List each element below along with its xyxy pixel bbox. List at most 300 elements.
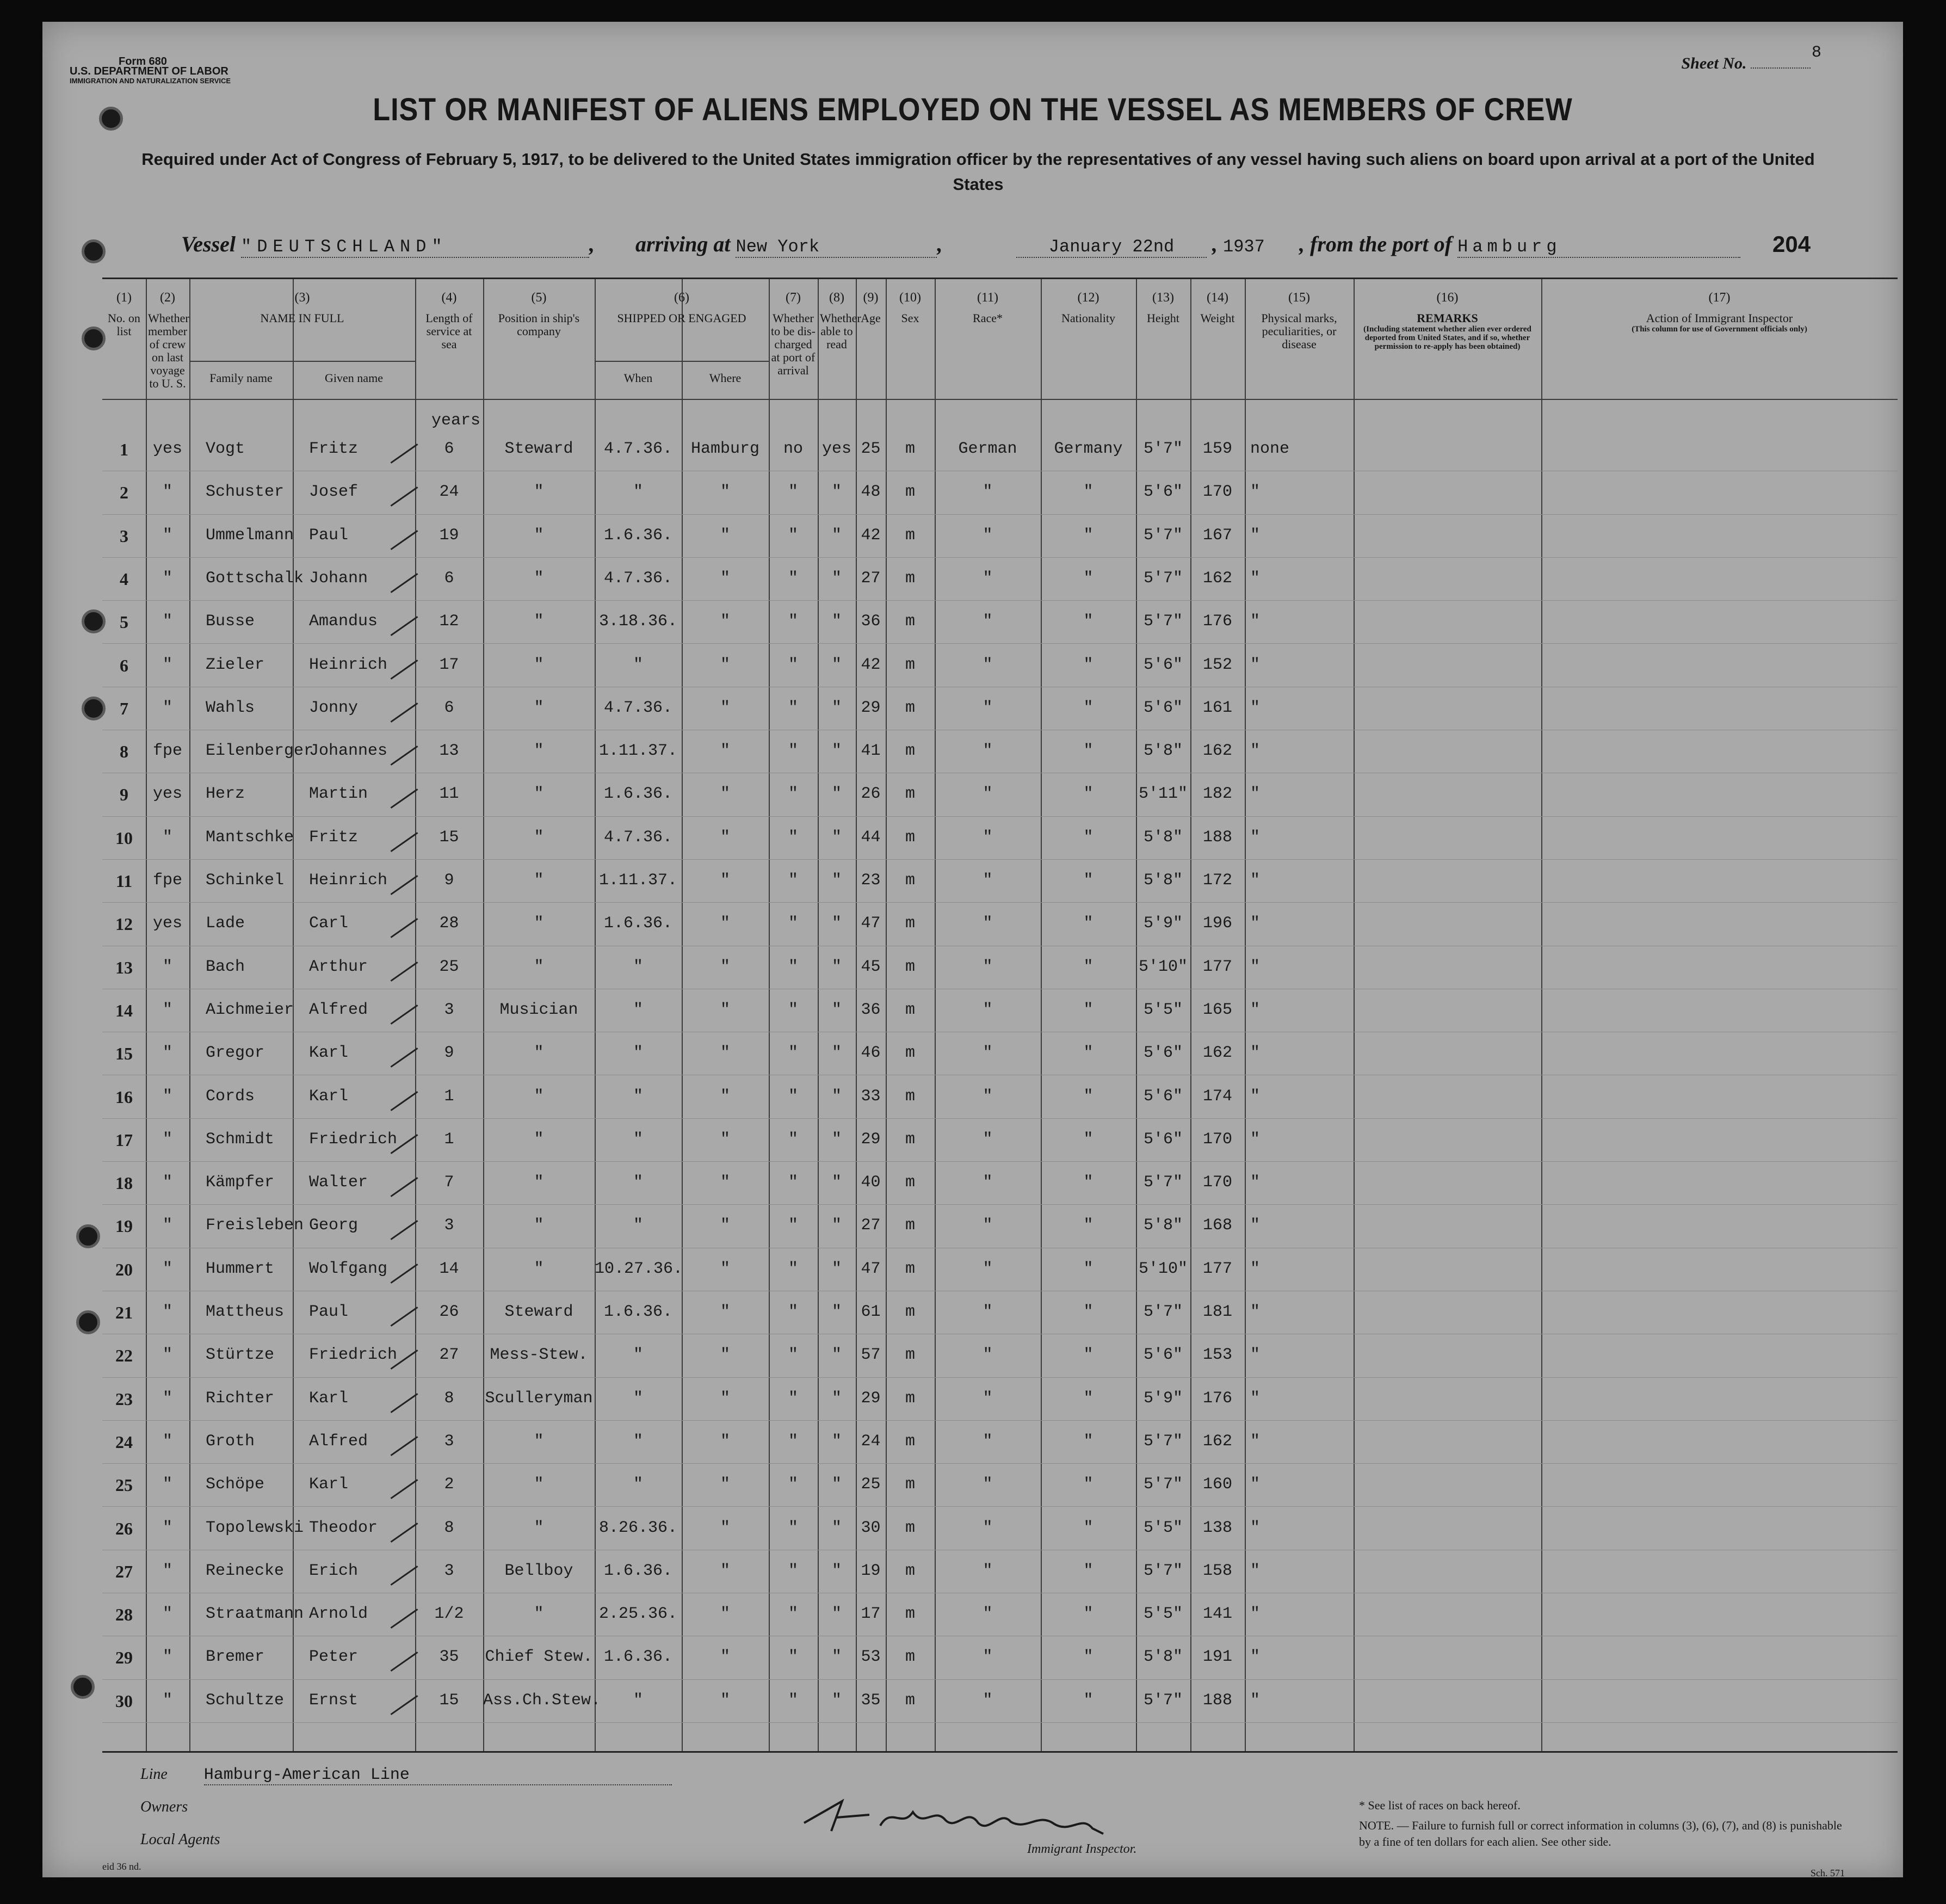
service-length-cell: 15 bbox=[439, 828, 459, 847]
family-name-cell: Cords bbox=[206, 1087, 255, 1106]
page-subtitle: Required under Act of Congress of February 5, 1917, to be delivered to the United States immigration officer by the representatives of any vessel having such aliens on board upon arrival at a port of the United States bbox=[141, 150, 1815, 194]
able-to-read-cell: " bbox=[831, 526, 842, 545]
family-name-cell: Schmidt bbox=[206, 1130, 275, 1149]
given-name-cell: Josef bbox=[309, 483, 359, 502]
height-cell: 5'6" bbox=[1143, 1087, 1183, 1106]
check-mark bbox=[391, 1177, 418, 1197]
inspector-signature bbox=[799, 1790, 1179, 1839]
engaged-when-cell: 1.6.36. bbox=[603, 785, 673, 804]
nationality-cell: " bbox=[1083, 1173, 1094, 1192]
column-label: Nationality bbox=[1061, 311, 1115, 325]
row-rule bbox=[102, 1204, 1898, 1205]
column-label: Age bbox=[861, 311, 881, 325]
discharged-cell: " bbox=[788, 1346, 798, 1365]
table-row bbox=[102, 515, 1898, 558]
nationality-cell: " bbox=[1083, 655, 1094, 674]
row-number: 25 bbox=[115, 1475, 133, 1495]
engaged-when-cell: 1.6.36. bbox=[603, 1648, 673, 1667]
departure-port: Hamburg bbox=[1457, 237, 1740, 258]
age-cell: 61 bbox=[861, 1303, 881, 1321]
table-row bbox=[102, 1033, 1898, 1075]
sheet-number-line bbox=[1751, 67, 1811, 69]
engaged-where-cell: " bbox=[720, 871, 730, 890]
table-row bbox=[102, 472, 1898, 514]
punch-hole bbox=[76, 1310, 100, 1334]
height-cell: 5'7" bbox=[1143, 440, 1183, 458]
given-name-cell: Ernst bbox=[309, 1691, 359, 1710]
engaged-when-cell: 1.11.37. bbox=[598, 742, 678, 761]
column-label: Position in ship's company bbox=[498, 311, 580, 338]
given-name-cell: Karl bbox=[309, 1087, 349, 1106]
engaged-where-cell: " bbox=[720, 1475, 730, 1494]
position-cell: Musician bbox=[499, 1000, 578, 1019]
family-name-cell: Schultze bbox=[206, 1691, 285, 1710]
height-cell: 5'5" bbox=[1143, 1605, 1183, 1624]
discharged-cell: " bbox=[788, 1000, 798, 1019]
column-label: Height bbox=[1147, 311, 1179, 325]
height-cell: 5'8" bbox=[1143, 742, 1183, 761]
row-number: 5 bbox=[120, 612, 128, 632]
discharged-cell: no bbox=[783, 440, 803, 458]
sex-cell: m bbox=[905, 1432, 915, 1451]
last-voyage-cell: " bbox=[162, 569, 172, 588]
weight-cell: 167 bbox=[1202, 526, 1232, 545]
row-number: 4 bbox=[120, 569, 128, 589]
position-cell: " bbox=[534, 1605, 544, 1624]
arrival-line: arriving at New York , bbox=[635, 232, 943, 257]
column-header bbox=[102, 279, 146, 338]
line-value: Hamburg-American Line bbox=[204, 1766, 672, 1785]
age-cell: 26 bbox=[861, 785, 881, 804]
row-number: 29 bbox=[115, 1648, 133, 1668]
height-cell: 5'8" bbox=[1143, 1648, 1183, 1667]
engaged-where-cell: " bbox=[720, 1389, 730, 1408]
engaged-when-cell: " bbox=[633, 1691, 643, 1710]
given-name-cell: Alfred bbox=[309, 1000, 368, 1019]
race-cell: " bbox=[983, 742, 993, 761]
form-identifier bbox=[70, 57, 231, 86]
race-cell: " bbox=[983, 828, 993, 847]
table-row bbox=[102, 990, 1898, 1032]
check-mark bbox=[391, 1695, 418, 1715]
sex-cell: m bbox=[905, 742, 915, 761]
race-cell: " bbox=[983, 655, 993, 674]
row-number: 6 bbox=[120, 655, 128, 675]
sheet-label-text: Sheet No. bbox=[1681, 54, 1747, 72]
position-cell: " bbox=[534, 1518, 544, 1537]
sex-cell: m bbox=[905, 1691, 915, 1710]
row-rule bbox=[102, 1377, 1898, 1378]
column-header bbox=[1354, 279, 1541, 351]
last-voyage-cell: " bbox=[162, 1173, 172, 1192]
nationality-cell: " bbox=[1083, 1605, 1094, 1624]
service-length-cell: 3 bbox=[444, 1000, 454, 1019]
family-name-cell: Gregor bbox=[206, 1044, 265, 1063]
position-cell: " bbox=[534, 957, 544, 976]
nationality-cell: " bbox=[1083, 1044, 1094, 1063]
race-cell: German bbox=[958, 440, 1017, 458]
engaged-when-cell: " bbox=[633, 957, 643, 976]
position-cell: " bbox=[534, 526, 544, 545]
table-row bbox=[102, 558, 1898, 601]
agents-label: Local Agents bbox=[140, 1831, 220, 1848]
weight-cell: 174 bbox=[1202, 1087, 1232, 1106]
position-cell: " bbox=[534, 483, 544, 502]
age-cell: 33 bbox=[861, 1087, 881, 1106]
physical-marks-cell: " bbox=[1250, 1605, 1261, 1624]
engaged-where-cell: " bbox=[720, 1259, 730, 1278]
check-mark bbox=[391, 530, 418, 550]
arrival-date: January 22nd bbox=[1016, 237, 1207, 258]
column-header bbox=[1041, 279, 1136, 325]
table-row bbox=[102, 1680, 1898, 1723]
race-cell: " bbox=[983, 1648, 993, 1667]
age-cell: 36 bbox=[861, 1000, 881, 1019]
table-row bbox=[102, 860, 1898, 903]
weight-cell: 165 bbox=[1202, 1000, 1232, 1019]
page-title: LIST OR MANIFEST OF ALIENS EMPLOYED ON THE VESSEL AS MEMBERS OF CREW bbox=[373, 92, 1573, 127]
column-header bbox=[595, 279, 769, 325]
sex-cell: m bbox=[905, 1648, 915, 1667]
weight-cell: 168 bbox=[1202, 1216, 1232, 1235]
height-cell: 5'6" bbox=[1143, 1346, 1183, 1365]
height-cell: 5'7" bbox=[1143, 1173, 1183, 1192]
weight-cell: 153 bbox=[1202, 1346, 1232, 1365]
engaged-when-cell: 10.27.36. bbox=[595, 1259, 683, 1278]
service-length-cell: 9 bbox=[444, 1044, 454, 1063]
sex-cell: m bbox=[905, 828, 915, 847]
service-length-cell: 8 bbox=[444, 1518, 454, 1537]
able-to-read-cell: " bbox=[831, 1648, 842, 1667]
able-to-read-cell: " bbox=[831, 1130, 842, 1149]
arrival-port: New York bbox=[736, 237, 937, 258]
column-number: (17) bbox=[1708, 291, 1731, 305]
column-header bbox=[769, 279, 818, 377]
height-cell: 5'7" bbox=[1143, 1303, 1183, 1321]
family-name-cell: Eilenberger bbox=[206, 742, 314, 761]
physical-marks-cell: " bbox=[1250, 785, 1261, 804]
given-name-cell: Friedrich bbox=[309, 1346, 398, 1365]
discharged-cell: " bbox=[788, 1432, 798, 1451]
race-cell: " bbox=[983, 914, 993, 933]
column-number: (8) bbox=[829, 291, 844, 305]
schedule-code: Sch. 571 bbox=[1811, 1868, 1845, 1877]
sex-cell: m bbox=[905, 1000, 915, 1019]
column-header bbox=[483, 279, 595, 338]
sex-cell: m bbox=[905, 1216, 915, 1235]
nationality-cell: " bbox=[1083, 1648, 1094, 1667]
given-name-cell: Heinrich bbox=[309, 655, 388, 674]
column-header bbox=[886, 279, 935, 325]
height-cell: 5'9" bbox=[1143, 914, 1183, 933]
race-cell: " bbox=[983, 957, 993, 976]
family-name-cell: Bach bbox=[206, 957, 245, 976]
nationality-cell: " bbox=[1083, 1303, 1094, 1321]
position-cell: " bbox=[534, 1173, 544, 1192]
table-row bbox=[102, 601, 1898, 644]
able-to-read-cell: " bbox=[831, 698, 842, 717]
family-name-cell: Vogt bbox=[206, 440, 245, 458]
table-row bbox=[102, 1076, 1898, 1119]
age-cell: 19 bbox=[861, 1561, 881, 1580]
service-length-cell: 3 bbox=[444, 1432, 454, 1451]
nationality-cell: " bbox=[1083, 1346, 1094, 1365]
physical-marks-cell: " bbox=[1250, 1432, 1261, 1451]
physical-marks-cell: " bbox=[1250, 1130, 1261, 1149]
column-label: Length of service at sea bbox=[425, 311, 473, 351]
discharged-cell: " bbox=[788, 655, 798, 674]
row-rule bbox=[102, 1463, 1898, 1464]
given-name-cell: Karl bbox=[309, 1389, 349, 1408]
position-cell: " bbox=[534, 655, 544, 674]
given-name-cell: Peter bbox=[309, 1648, 359, 1667]
last-voyage-cell: " bbox=[162, 1259, 172, 1278]
family-name-cell: Stürtze bbox=[206, 1346, 275, 1365]
physical-marks-cell: " bbox=[1250, 1648, 1261, 1667]
sex-cell: m bbox=[905, 1259, 915, 1278]
race-cell: " bbox=[983, 1259, 993, 1278]
engaged-where-cell: " bbox=[720, 1432, 730, 1451]
engaged-where-cell: " bbox=[720, 1044, 730, 1063]
column-header bbox=[1541, 279, 1898, 334]
able-to-read-cell: " bbox=[831, 1346, 842, 1365]
service-length-cell: 12 bbox=[439, 612, 459, 631]
subheader-divider bbox=[189, 361, 415, 362]
given-name-cell: Heinrich bbox=[309, 871, 388, 890]
column-label: No. on list bbox=[108, 311, 140, 338]
family-name-cell: Kämpfer bbox=[206, 1173, 275, 1192]
last-voyage-cell: " bbox=[162, 1432, 172, 1451]
discharged-cell: " bbox=[788, 612, 798, 631]
row-number: 18 bbox=[115, 1173, 133, 1193]
service-length-cell: 17 bbox=[439, 655, 459, 674]
table-row bbox=[102, 1335, 1898, 1377]
engaged-where-cell: " bbox=[720, 914, 730, 933]
age-cell: 30 bbox=[861, 1518, 881, 1537]
able-to-read-cell: " bbox=[831, 1173, 842, 1192]
row-number: 10 bbox=[115, 828, 133, 848]
discharged-cell: " bbox=[788, 1691, 798, 1710]
engaged-where-cell: " bbox=[720, 742, 730, 761]
able-to-read-cell: " bbox=[831, 1259, 842, 1278]
subheader-divider bbox=[595, 361, 769, 362]
height-cell: 5'8" bbox=[1143, 1216, 1183, 1235]
row-number: 16 bbox=[115, 1087, 133, 1107]
position-cell: Mess-Stew. bbox=[490, 1346, 588, 1365]
race-cell: " bbox=[983, 1044, 993, 1063]
given-name-cell: Walter bbox=[309, 1173, 368, 1192]
punch-hole bbox=[99, 107, 123, 131]
height-cell: 5'6" bbox=[1143, 1130, 1183, 1149]
row-rule bbox=[102, 816, 1898, 817]
nationality-cell: " bbox=[1083, 483, 1094, 502]
family-name-cell: Schinkel bbox=[206, 871, 285, 890]
check-mark bbox=[391, 660, 418, 680]
height-cell: 5'5" bbox=[1143, 1518, 1183, 1537]
weight-cell: 161 bbox=[1202, 698, 1232, 717]
position-cell: Ass.Ch.Stew. bbox=[483, 1691, 601, 1710]
discharged-cell: " bbox=[788, 1648, 798, 1667]
last-voyage-cell: yes bbox=[152, 785, 182, 804]
height-cell: 5'8" bbox=[1143, 871, 1183, 890]
age-cell: 29 bbox=[861, 1130, 881, 1149]
engaged-when-cell: " bbox=[633, 1475, 643, 1494]
race-cell: " bbox=[983, 1475, 993, 1494]
race-cell: " bbox=[983, 1346, 993, 1365]
engaged-where-cell: " bbox=[720, 526, 730, 545]
family-name-cell: Ummelmann bbox=[206, 526, 294, 545]
table-row bbox=[102, 1249, 1898, 1291]
sex-cell: m bbox=[905, 785, 915, 804]
sex-cell: m bbox=[905, 569, 915, 588]
sex-cell: m bbox=[905, 1389, 915, 1408]
engaged-when-cell: " bbox=[633, 1000, 643, 1019]
column-number: (6) bbox=[674, 291, 689, 305]
age-cell: 17 bbox=[861, 1605, 881, 1624]
departure-line bbox=[1299, 231, 1740, 264]
row-number: 8 bbox=[120, 742, 128, 762]
row-number: 11 bbox=[115, 871, 133, 891]
physical-marks-cell: " bbox=[1250, 1518, 1261, 1537]
discharged-cell: " bbox=[788, 1303, 798, 1321]
row-number: 2 bbox=[120, 483, 128, 503]
row-number: 14 bbox=[115, 1000, 133, 1020]
arrival-year: 1937 bbox=[1223, 237, 1265, 257]
check-mark bbox=[391, 1523, 418, 1543]
service-length-cell: 6 bbox=[444, 440, 454, 458]
engaged-when-cell: " bbox=[633, 483, 643, 502]
row-rule bbox=[102, 557, 1898, 558]
family-name-cell: Herz bbox=[206, 785, 245, 804]
column-note: (Including statement whether alien ever ordered deported from United States, and if so, whether permission to re-apply has been obtained) bbox=[1363, 325, 1531, 351]
race-cell: " bbox=[983, 1000, 993, 1019]
engaged-where-cell: " bbox=[720, 957, 730, 976]
years-unit-note: years bbox=[431, 411, 481, 430]
family-name-cell: Hummert bbox=[206, 1259, 275, 1278]
nationality-cell: " bbox=[1083, 1087, 1094, 1106]
table-row bbox=[102, 1292, 1898, 1334]
last-voyage-cell: " bbox=[162, 957, 172, 976]
row-rule bbox=[102, 1679, 1898, 1680]
row-rule bbox=[102, 902, 1898, 903]
given-name-cell: Friedrich bbox=[309, 1130, 398, 1149]
family-name-cell: Zieler bbox=[206, 655, 265, 674]
last-voyage-cell: yes bbox=[152, 914, 182, 933]
table-row bbox=[102, 688, 1898, 730]
height-cell: 5'5" bbox=[1143, 1000, 1183, 1019]
given-name-cell: Alfred bbox=[309, 1432, 368, 1451]
engaged-where-cell: Hamburg bbox=[690, 440, 760, 458]
service-length-cell: 19 bbox=[439, 526, 459, 545]
physical-marks-cell: " bbox=[1250, 957, 1261, 976]
sex-cell: m bbox=[905, 612, 915, 631]
race-cell: " bbox=[983, 1561, 993, 1580]
discharged-cell: " bbox=[788, 526, 798, 545]
weight-cell: 182 bbox=[1202, 785, 1232, 804]
service-length-cell: 6 bbox=[444, 698, 454, 717]
family-name-cell: Mantschke bbox=[206, 828, 294, 847]
check-mark bbox=[391, 918, 418, 938]
check-mark bbox=[391, 1609, 418, 1629]
punch-hole bbox=[71, 1675, 95, 1699]
discharged-cell: " bbox=[788, 1216, 798, 1235]
given-name-cell: Wolfgang bbox=[309, 1259, 388, 1278]
engaged-when-cell: 1.6.36. bbox=[603, 1561, 673, 1580]
punch-hole bbox=[82, 326, 106, 350]
engaged-when-cell: " bbox=[633, 1346, 643, 1365]
table-row bbox=[102, 645, 1898, 687]
engaged-when-cell: 4.7.36. bbox=[603, 828, 673, 847]
crew-table bbox=[102, 278, 1898, 1753]
able-to-read-cell: " bbox=[831, 957, 842, 976]
row-rule bbox=[102, 643, 1898, 644]
row-rule bbox=[102, 1722, 1898, 1723]
column-label: Weight bbox=[1200, 311, 1235, 325]
discharged-cell: " bbox=[788, 1475, 798, 1494]
service-length-cell: 24 bbox=[439, 483, 459, 502]
column-number: (2) bbox=[160, 291, 175, 305]
weight-cell: 162 bbox=[1202, 1044, 1232, 1063]
given-name-cell: Paul bbox=[309, 526, 349, 545]
nationality-cell: " bbox=[1083, 1432, 1094, 1451]
service-length-cell: 1/2 bbox=[434, 1605, 464, 1624]
vessel-name: "DEUTSCHLAND" bbox=[241, 237, 589, 258]
position-cell: " bbox=[534, 785, 544, 804]
discharged-cell: " bbox=[788, 742, 798, 761]
column-label: REMARKS bbox=[1417, 311, 1478, 325]
weight-cell: 181 bbox=[1202, 1303, 1232, 1321]
physical-marks-cell: " bbox=[1250, 526, 1261, 545]
physical-marks-cell: " bbox=[1250, 1044, 1261, 1063]
physical-marks-cell: " bbox=[1250, 1691, 1261, 1710]
last-voyage-cell: " bbox=[162, 1648, 172, 1667]
header-divider bbox=[102, 399, 1898, 400]
signature-mark bbox=[799, 1790, 1179, 1839]
given-name-cell: Arthur bbox=[309, 957, 368, 976]
check-mark bbox=[391, 1220, 418, 1240]
check-mark bbox=[391, 1393, 418, 1413]
given-name-cell: Jonny bbox=[309, 698, 359, 717]
last-voyage-cell: " bbox=[162, 698, 172, 717]
engaged-when-cell: " bbox=[633, 1044, 643, 1063]
nationality-cell: " bbox=[1083, 785, 1094, 804]
able-to-read-cell: " bbox=[831, 483, 842, 502]
weight-cell: 152 bbox=[1202, 655, 1232, 674]
discharged-cell: " bbox=[788, 1044, 798, 1063]
given-name-cell: Johann bbox=[309, 569, 368, 588]
service-length-cell: 25 bbox=[439, 957, 459, 976]
engaged-when-cell: " bbox=[633, 1216, 643, 1235]
physical-marks-cell: " bbox=[1250, 1259, 1261, 1278]
physical-marks-cell: " bbox=[1250, 612, 1261, 631]
family-name-cell: Straatmann bbox=[206, 1605, 304, 1624]
row-number: 3 bbox=[120, 526, 128, 546]
race-cell: " bbox=[983, 1216, 993, 1235]
sex-cell: m bbox=[905, 526, 915, 545]
column-header bbox=[415, 279, 483, 351]
column-header bbox=[1136, 279, 1190, 325]
form-number: Form 680 bbox=[119, 56, 167, 67]
column-header bbox=[1245, 279, 1354, 351]
column-subheader: Given name bbox=[325, 371, 383, 385]
row-number: 28 bbox=[115, 1605, 133, 1625]
discharged-cell: " bbox=[788, 871, 798, 890]
discharged-cell: " bbox=[788, 569, 798, 588]
service-length-cell: 9 bbox=[444, 871, 454, 890]
last-voyage-cell: " bbox=[162, 1130, 172, 1149]
line-label-text: Line bbox=[140, 1766, 168, 1783]
position-cell: " bbox=[534, 871, 544, 890]
